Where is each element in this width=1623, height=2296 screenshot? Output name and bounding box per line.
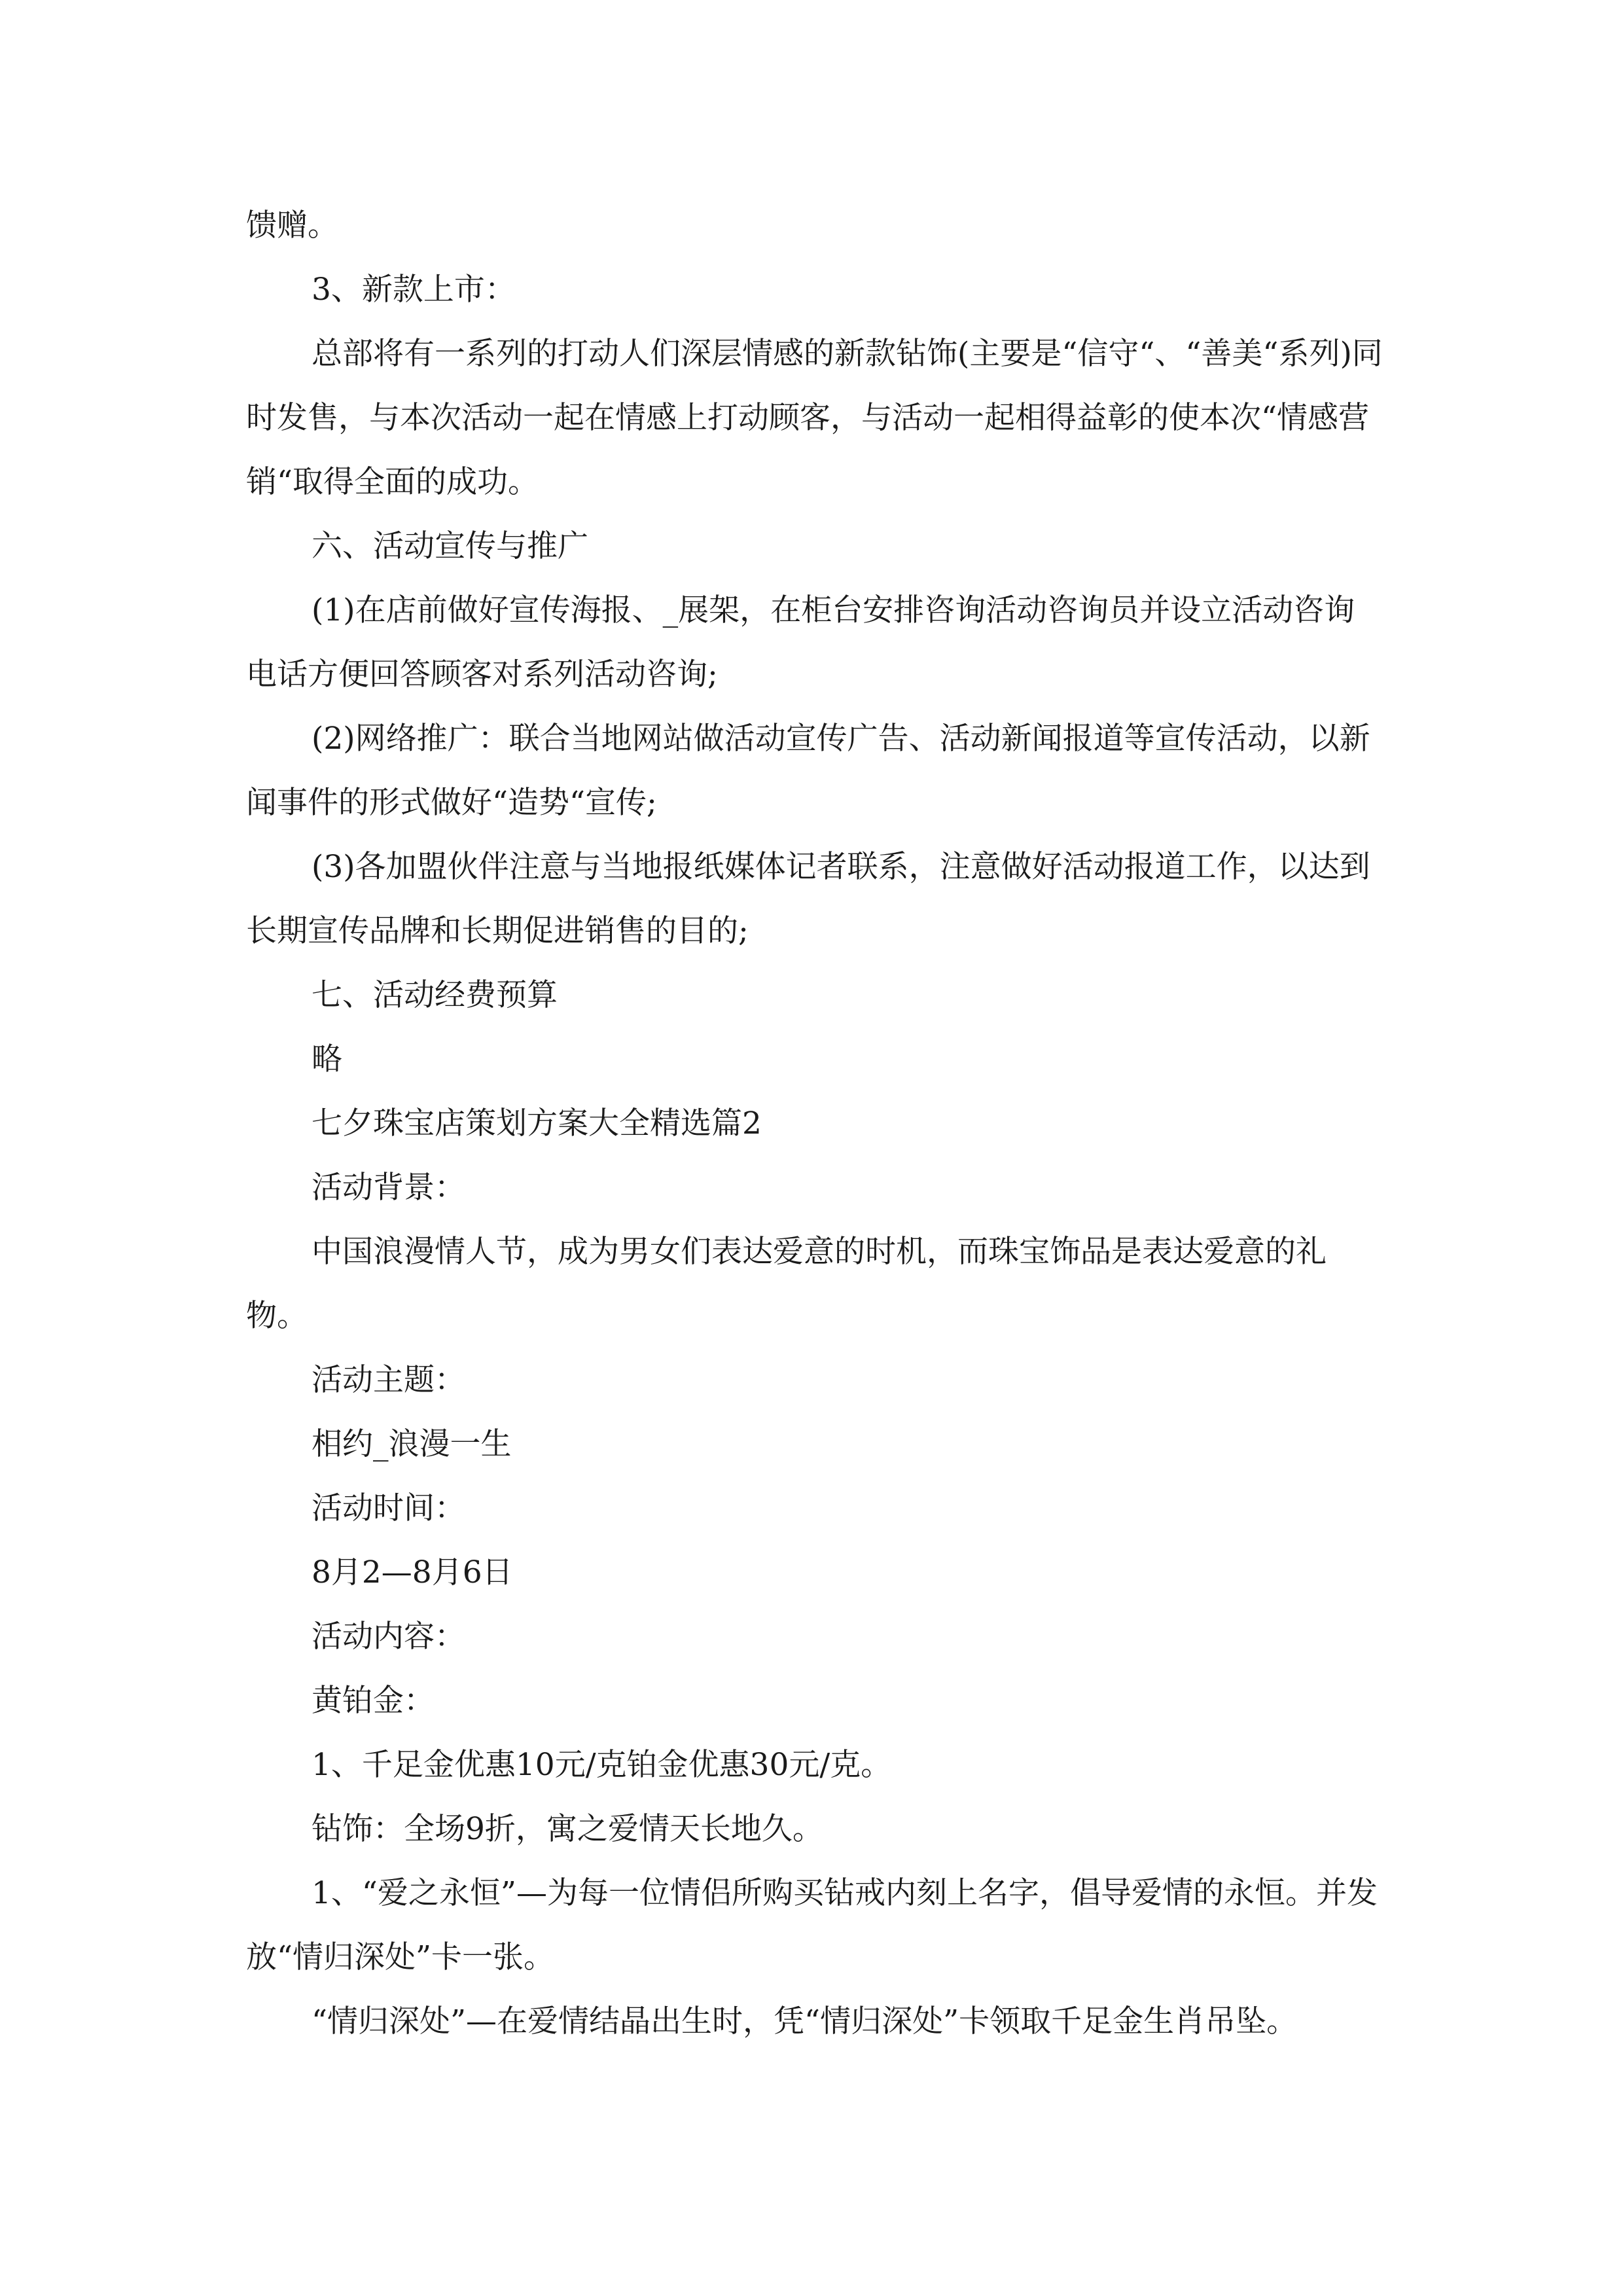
section-heading-promotion: 六、活动宣传与推广 (312, 528, 588, 564)
paragraph-activity-theme: 相约_浪漫一生 (312, 1426, 512, 1462)
paragraph-promotion-1: (1)在店前做好宣传海报、_展架，在柜台安排咨询活动咨询员并设立活动咨询电话方便回答顾客对系列活动咨询; (246, 592, 1355, 692)
paragraph-activity-time: 8月2—8月6日 (312, 1554, 513, 1590)
paragraph-promotion-2: (2)网络推广：联合当地网站做活动宣传广告、活动新闻报道等宣传活动，以新闻事件的形式做好“造势“宣传; (246, 721, 1370, 821)
section-heading-budget: 七、活动经费预算 (312, 977, 558, 1013)
label-activity-theme: 活动主题： (312, 1362, 465, 1398)
paragraph-new-arrivals-heading: 3、新款上市： (312, 272, 516, 308)
paragraph-promotion-3: (3)各加盟伙伴注意与当地报纸媒体记者联系，注意做好活动报道工作，以达到长期宣传品牌和长期促进销售的目的; (246, 849, 1370, 949)
paragraph-activity-background: 中国浪漫情人节，成为男女们表达爱意的时机，而珠宝饰品是表达爱意的礼物。 (246, 1234, 1327, 1334)
paragraph-gift-continuation: 馈赠。 (246, 207, 338, 243)
document-body (246, 194, 1385, 2054)
paragraph-budget-omitted: 略 (312, 1041, 342, 1077)
label-activity-time: 活动时间： (312, 1490, 465, 1526)
paragraph-gold-discount: 1、千足金优惠10元/克铂金优惠30元/克。 (312, 1747, 892, 1783)
paragraph-diamond-discount: 钻饰：全场9折，寓之爱情天长地久。 (312, 1811, 823, 1847)
paragraph-new-arrivals-body: 总部将有一系列的打动人们深层情感的新款钻饰(主要是“信守“、“善美“系列)同时发售，与本次活动一起在情感上打动顾客，与活动一起相得益彰的使本次“情感营销“取得全面的成功。 (246, 336, 1383, 500)
label-platinum-gold: 黄铂金： (312, 1683, 435, 1719)
label-activity-content: 活动内容： (312, 1619, 465, 1655)
paragraph-eternal-love: 1、“爱之永恒”—为每一位情侣所购买钻戒内刻上名字，倡导爱情的永恒。并发放“情归深处”卡一张。 (246, 1875, 1378, 1975)
paragraph-deep-love-card: “情归深处”—在爱情结晶出生时，凭“情归深处”卡领取千足金生肖吊坠。 (312, 2003, 1298, 2039)
article-title-part-2: 七夕珠宝店策划方案大全精选篇2 (312, 1105, 762, 1141)
label-activity-background: 活动背景： (312, 1170, 465, 1206)
